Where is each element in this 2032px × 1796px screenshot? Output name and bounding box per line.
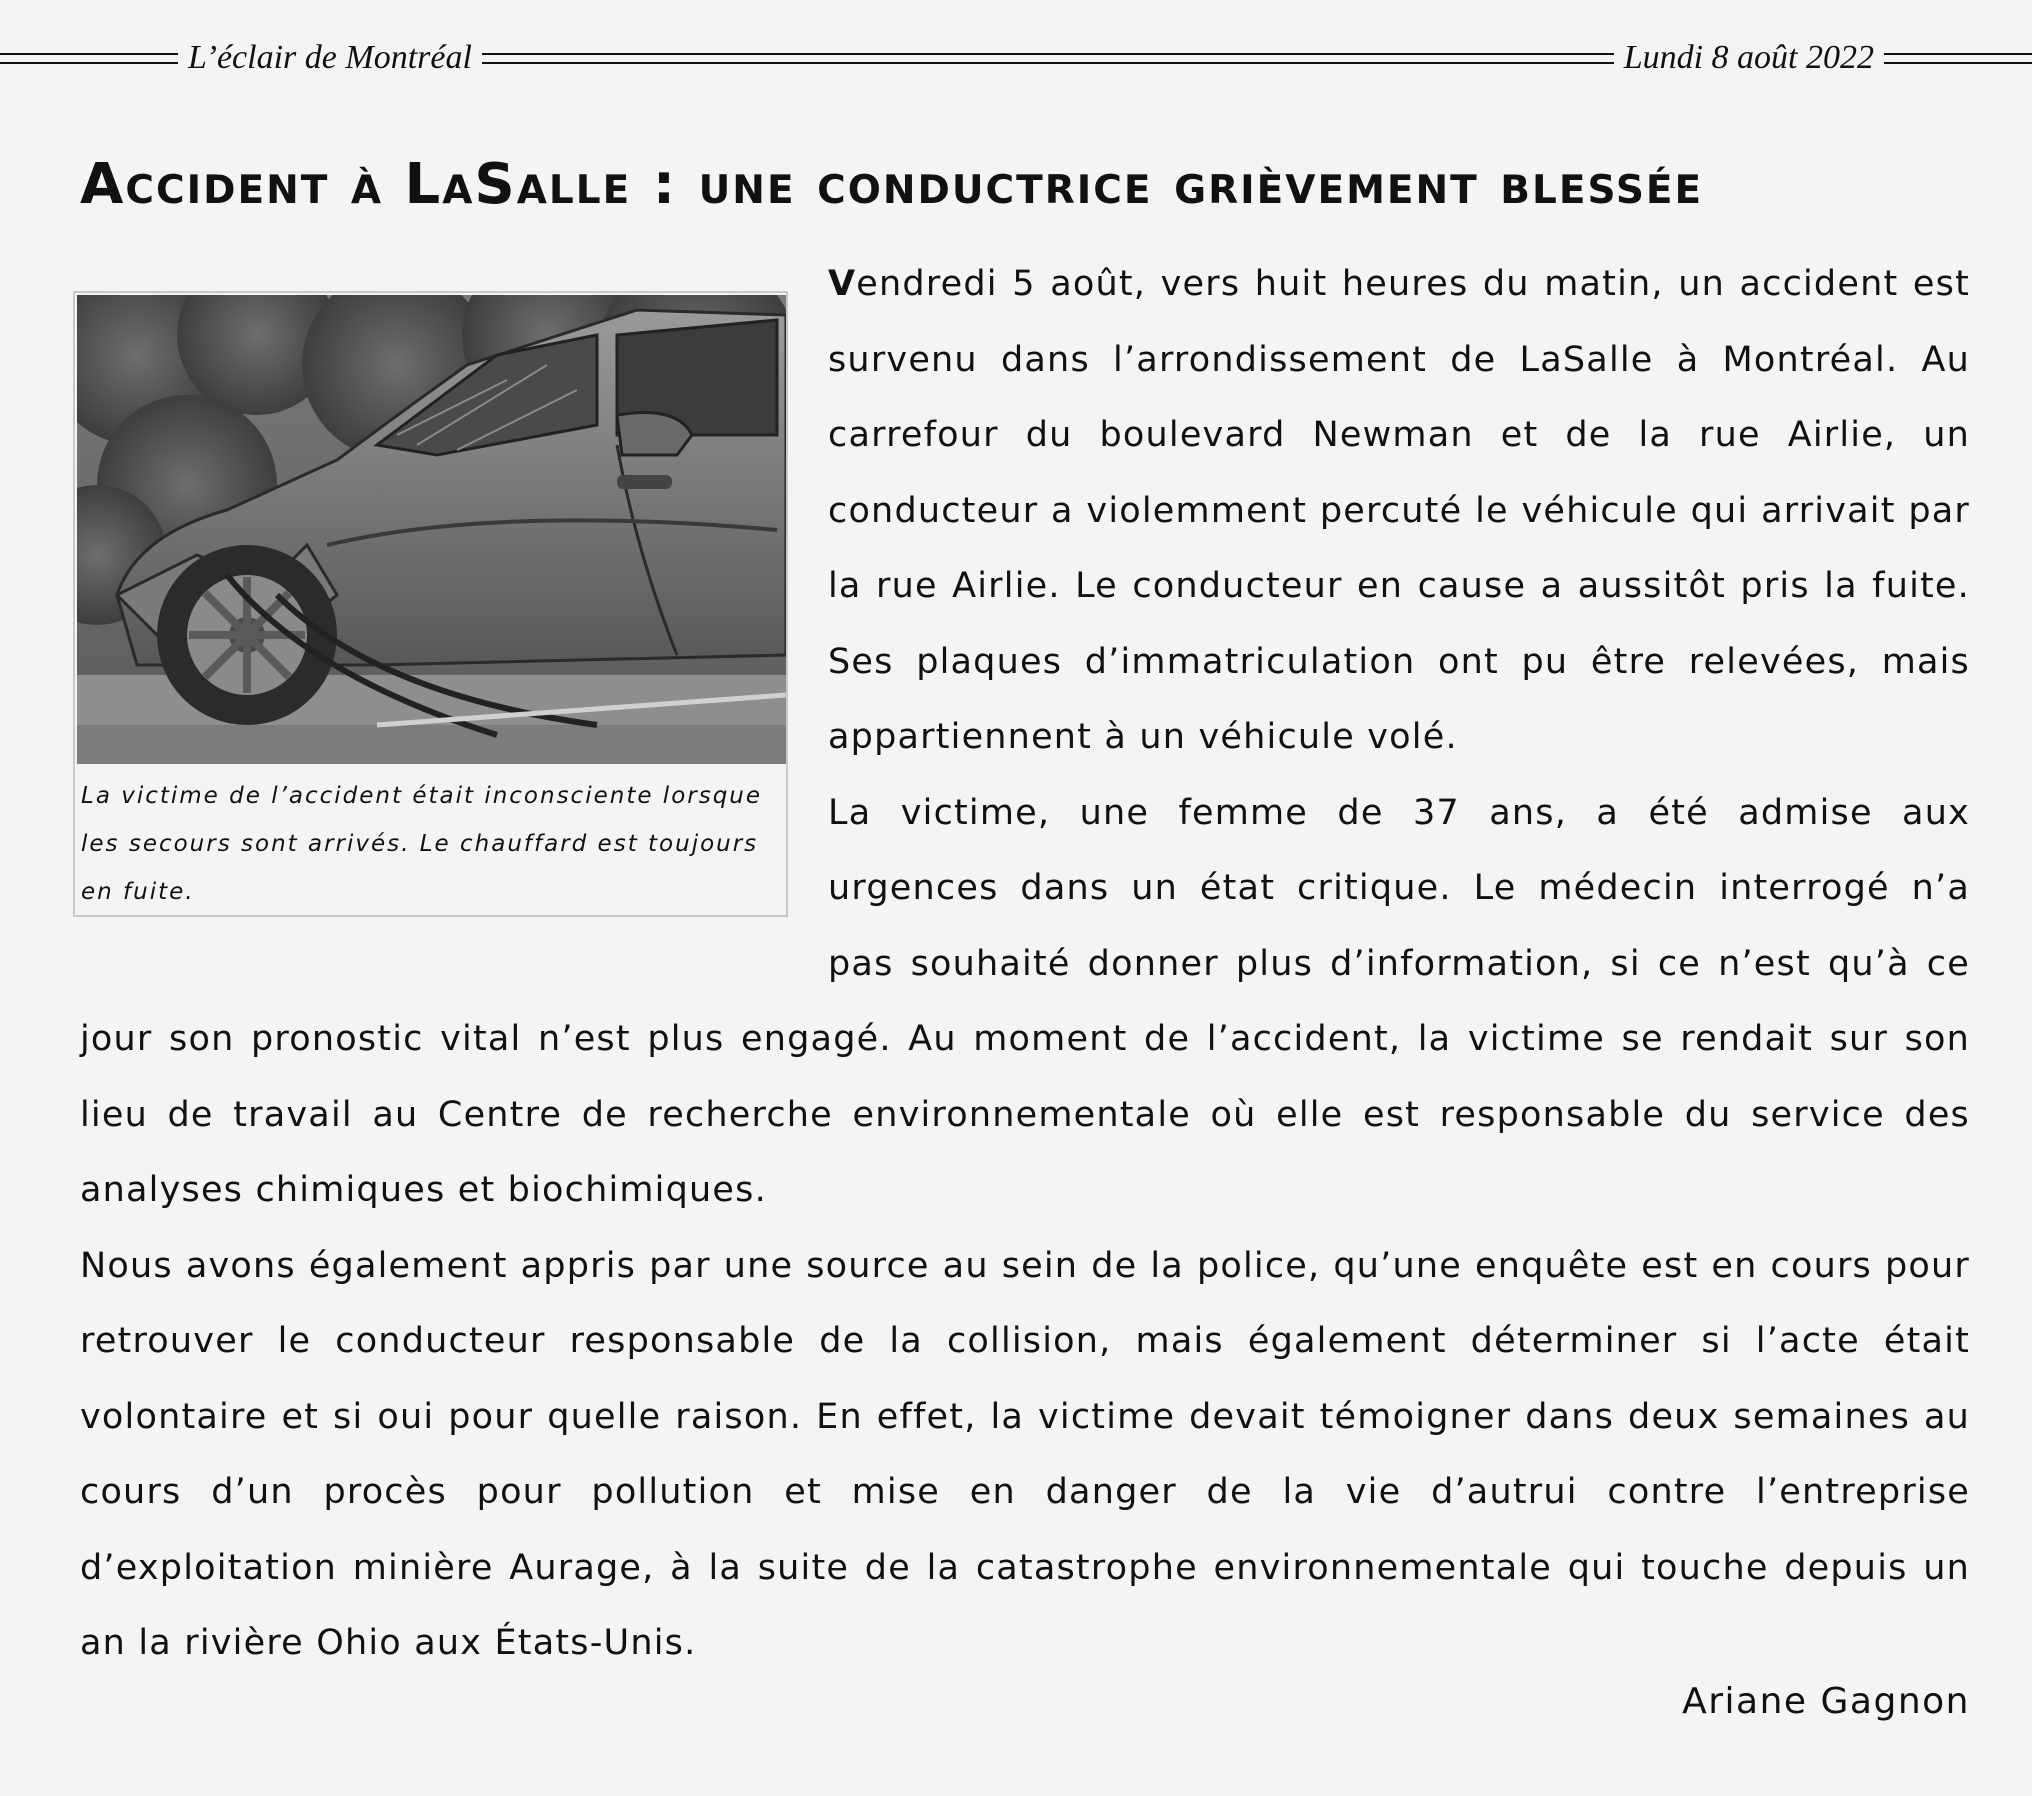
article-paragraph: Vendredi 5 août, vers huit heures du matin, un accident est survenu dans l’arrondissement de LaSalle à Montréal. Au carrefour du boulevard Newman et de la rue Airlie, un conducteur a violemment percuté le véhicule qui arrivait par la rue Airlie. Le conducteur en cause a aussitôt pris la fuite. Ses plaques d’immatriculation ont pu être relevées, mais appartiennent à un véhicule volé.	[828, 264, 1970, 757]
article-byline: Ariane Gagnon	[1682, 1681, 1970, 1722]
masthead-rule-middle	[482, 53, 1614, 64]
masthead	[0, 36, 2032, 80]
article-paragraph: La victime, une femme de 37 ans, a été admise aux urgences dans un état critique. Le médecin interrogé n’a pas souhaité donner plus d’information, si ce n’est qu’à ce jour son pronostic vital n’est plus engagé. Au moment de l’accident, la victime se rendait sur son lieu de travail au Centre de recherche environnementale où elle est responsable du service des analyses chimiques et biochimiques.	[80, 792, 1970, 1210]
article-headline: Accident à LaSalle : une conductrice grièvement blessée	[80, 152, 1704, 217]
publication-name: L’éclair de Montréal	[188, 39, 472, 76]
article-body	[80, 247, 1970, 1682]
figure-wrap-spacer	[80, 247, 828, 972]
article-paragraph: Nous avons également appris par une source au sein de la police, qu’une enquête est en cours pour retrouver le conducteur responsable de la collision, mais également déterminer si l’acte était volontaire et si oui pour quelle raison. En effet, la victime devait témoigner dans deux semaines au cours d’un procès pour pollution et mise en danger de la vie d’autrui contre l’entreprise d’exploitation minière Aurage, à la suite de la catastrophe environnementale qui touche depuis un an la rivière Ohio aux États-Unis.	[80, 1245, 1970, 1663]
masthead-rule-right	[1884, 53, 2032, 64]
issue-date: Lundi 8 août 2022	[1623, 39, 1874, 76]
masthead-rule-left	[0, 53, 178, 64]
photo-caption: La victime de l’accident était inconsciente lorsque les secours sont arrivés. Le chauffard est toujours en fuite.	[81, 783, 763, 905]
